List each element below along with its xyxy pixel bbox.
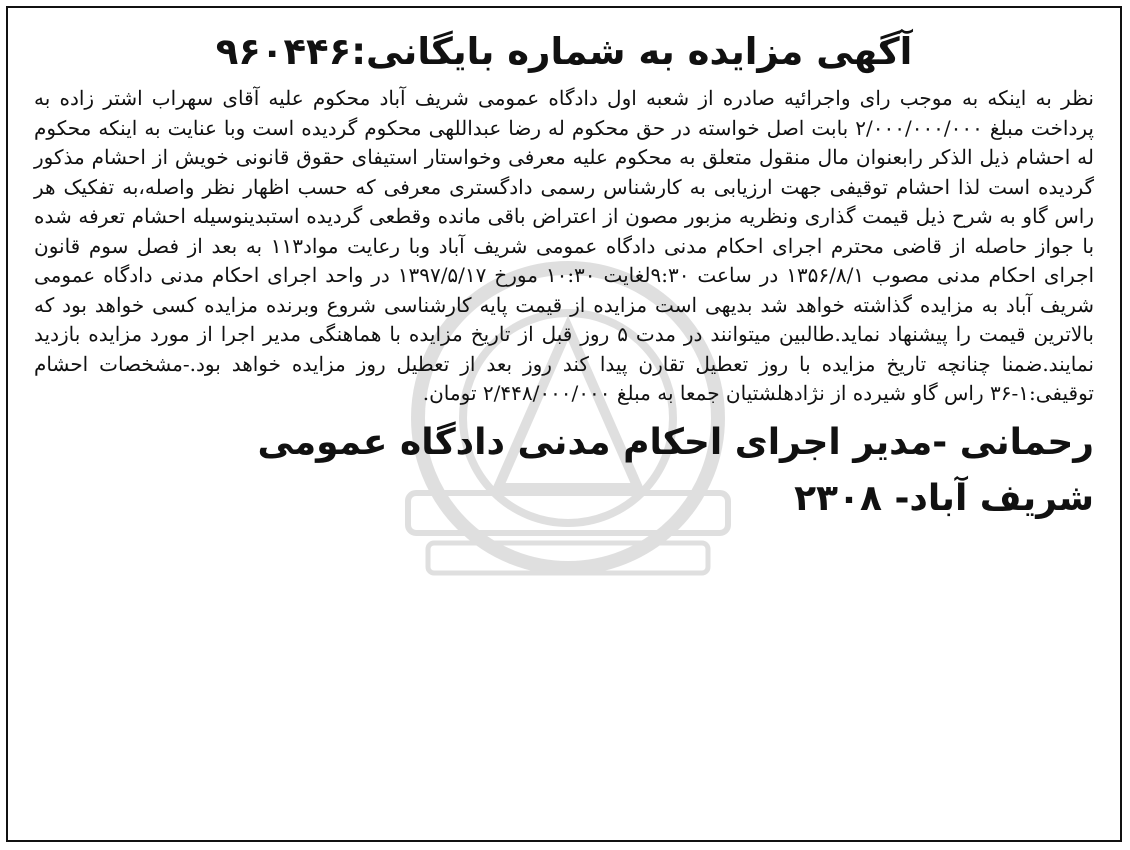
signature-line-1: رحمانی -مدیر اجرای احکام مدنی دادگاه عمومی [257, 421, 1094, 463]
notice-frame [6, 6, 1122, 842]
notice-body: نظر به اینکه به موجب رای واجرائیه صادره از شعبه اول دادگاه عمومی شریف آباد محکوم علیه آقای سهراب اشتر زاده به پرداخت مبلغ ۲/۰۰۰/۰۰۰/۰۰۰ بابت اصل خواسته در حق محکوم له رضا عبداللهی محکوم گردیده است وبا عنایت به اینکه محکوم له احشام ذیل الذکر رابعنوان مال منقول متعلق به محکوم علیه معرفی وخواستار استیفای حقوق قانونی خویش از احشام مذکور گردیده است لذا احشام توقیفی جهت ارزیابی به کارشناس رسمی دادگستری معرفی که حسب اظهار نظر واصله،به تفکیک هر راس گاو به شرح ذیل قیمت گذاری ونظریه مزبور مصون از اعتراض باقی مانده وقطعی گردیده استبدینوسیله احشام تعرفه شده با جواز حاصله از قاضی محترم اجرای احکام مدنی دادگاه عمومی شریف آباد وبا رعایت مواد۱۱۳ به بعد از فصل سوم قانون اجرای احکام مدنی مصوب ۱۳۵۶/۸/۱ در ساعت ۹:۳۰لغایت ۱۰:۳۰ مورخ ۱۳۹۷/۵/۱۷ در واحد اجرای احکام مدنی دادگاه عمومی شریف آباد به مزایده گذاشته خواهد شد بدیهی است مزایده از قیمت پایه کارشناسی شروع وبرنده مزایده کسی خواهد بود که بالاترین قیمت را پیشنهاد نماید.طالبین میتوانند در مدت ۵ روز قبل از تاریخ مزایده با هماهنگی مدیر اجرا از مورد مزایده بازدید نمایند.ضمنا چنانچه تاریخ مزایده با روز تعطیل تقارن پیدا کند روز بعد از تعطیل روز مزایده خواهد بود.-مشخصات احشام توقیفی:۱-۳۶ راس گاو شیرده از نژادهلشتیان جمعا به مبلغ ۲/۴۴۸/۰۰۰/۰۰۰ تومان. [34, 86, 1095, 405]
notice-signature [34, 415, 1094, 527]
notice-title: آگهی مزایده به شماره بایگانی:۹۶۰۴۴۶ [215, 30, 913, 73]
notice-content [34, 26, 1094, 527]
signature-line-2: شریف آباد- ۲۳۰۸ [794, 477, 1094, 519]
